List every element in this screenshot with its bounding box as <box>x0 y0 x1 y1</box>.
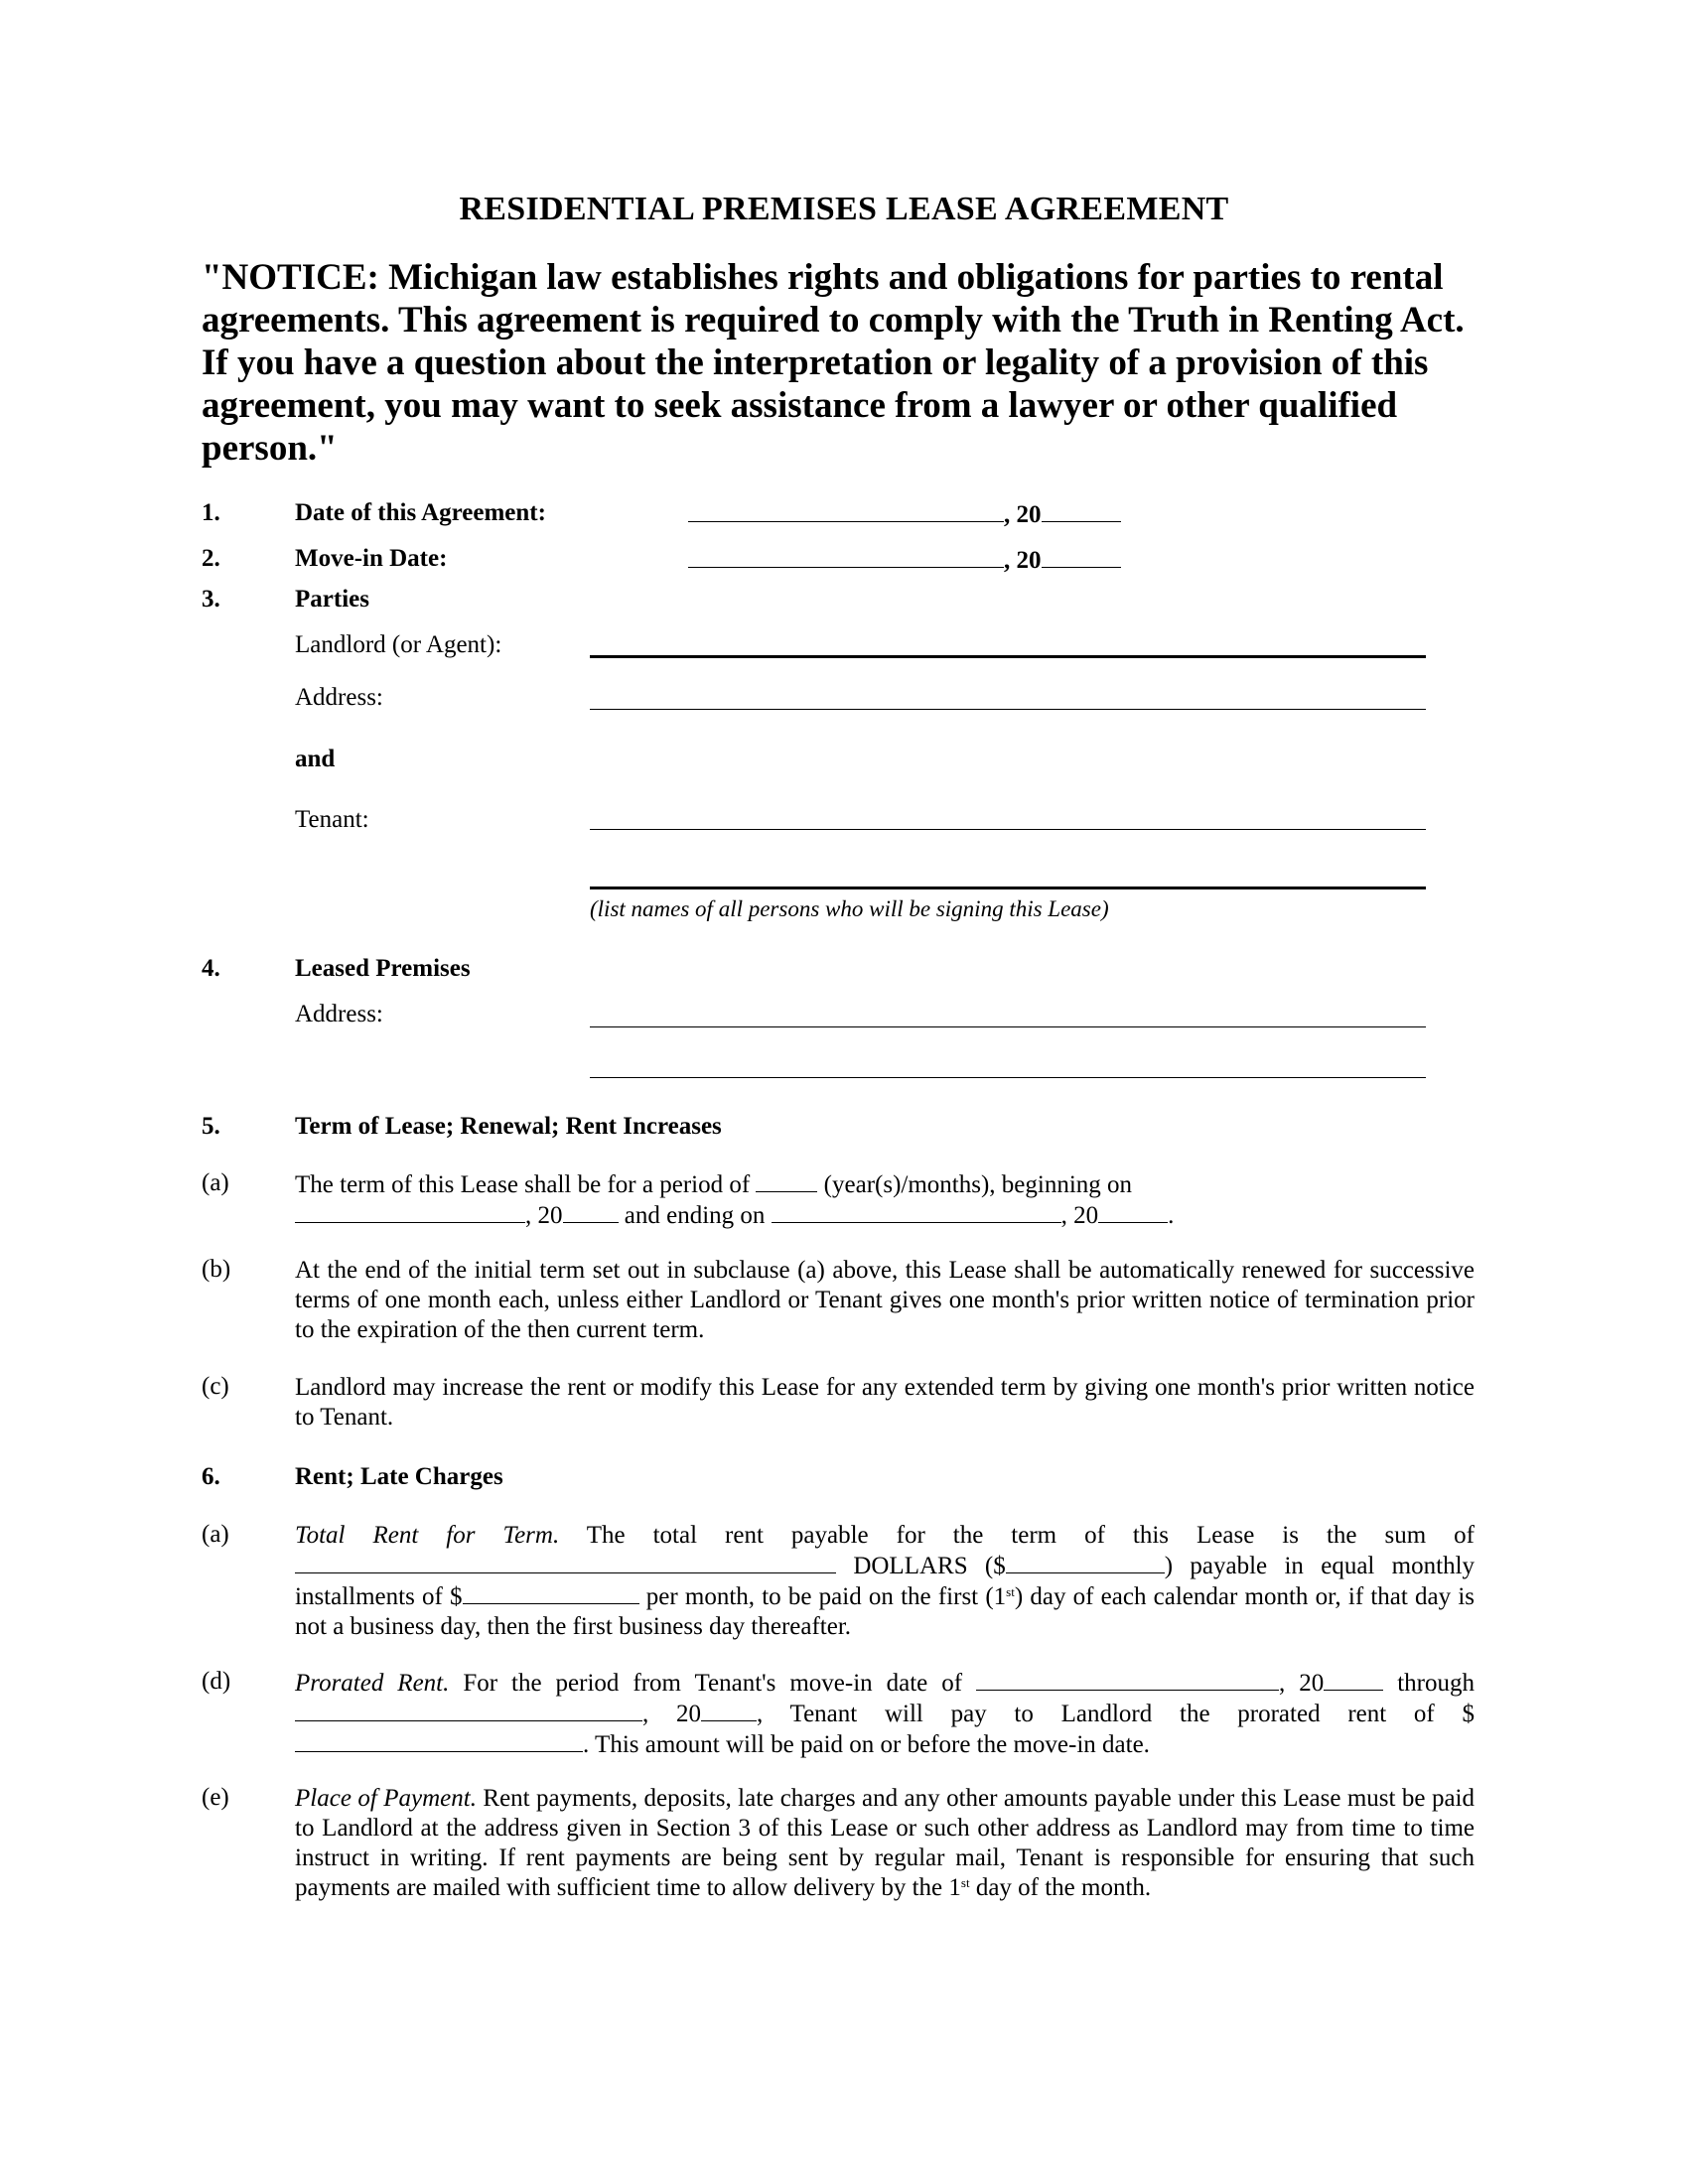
clause-text: ) payable in equal monthly installments of $ <box>295 1553 1476 1610</box>
tenant-names-hint: (list names of all persons who will be signing this Lease) <box>590 896 1109 921</box>
prorated-start-year-blank[interactable] <box>1324 1668 1383 1691</box>
term-start-year-blank[interactable] <box>563 1200 619 1223</box>
clause-text: For the period from Tenant's move-in date of <box>463 1670 963 1697</box>
landlord-name-field[interactable] <box>590 655 1426 658</box>
section-6-label: Rent; Late Charges <box>295 1463 503 1490</box>
clause-5c-tag: (c) <box>202 1373 229 1400</box>
section-3-number: 3. <box>202 586 220 613</box>
section-1-number: 1. <box>202 499 220 526</box>
agreement-year-blank[interactable] <box>1042 499 1121 522</box>
landlord-label: Landlord (or Agent): <box>295 631 502 658</box>
clause-text: DOLLARS ($ <box>853 1553 1006 1579</box>
section-6-number: 6. <box>202 1463 220 1490</box>
prorated-end-date-blank[interactable] <box>295 1699 642 1721</box>
section-3-label: Parties <box>295 586 369 613</box>
section-4-number: 4. <box>202 955 220 982</box>
clause-text: , 20 <box>525 1202 563 1229</box>
clause-text: , 20 <box>1060 1202 1099 1229</box>
clause-text: , 20 <box>1279 1670 1325 1697</box>
landlord-address-label: Address: <box>295 684 383 711</box>
superscript: st <box>960 1875 970 1890</box>
agreement-date-blank[interactable] <box>688 499 1004 522</box>
clause-text: and ending on <box>624 1202 766 1229</box>
premises-address-field-2[interactable] <box>590 1077 1426 1078</box>
clause-5b-text: At the end of the initial term set out in subclause (a) above, this Lease shall be automatically renewed for successive terms of one month each, unless either Landlord or Tenant gives one month's prior written notice of termination prior to the expiration of the then current term. <box>295 1257 1475 1343</box>
clause-text: The term of this Lease shall be for a period of <box>295 1171 751 1198</box>
clause-heading: Prorated Rent. <box>295 1670 450 1697</box>
clause-text: , Tenant will pay to Landlord the prorated rent of $ <box>757 1701 1475 1727</box>
clause-text: The total rent payable for the term of this Lease is the sum of <box>586 1522 1475 1549</box>
clause-text: . This amount will be paid on or before the move-in date. <box>583 1731 1150 1758</box>
section-4-label: Leased Premises <box>295 955 471 982</box>
clause-heading: Place of Payment. <box>295 1785 477 1812</box>
tenant-name-field-1[interactable] <box>590 829 1426 830</box>
clause-6a-text <box>295 1521 1475 1642</box>
move-in-year-blank[interactable] <box>1042 545 1121 568</box>
year-prefix: , 20 <box>1004 547 1042 574</box>
clause-6e-tag: (e) <box>202 1784 229 1811</box>
michigan-notice: "NOTICE: Michigan law establishes rights and obligations for parties to rental agreements. This agreement is required to comply with the Truth in Renting Act. If you have a question about the interpretation or legality of a provision of this agreement, you may want to seek assistance from a lawyer or other qualified person." <box>202 257 1465 469</box>
clause-text: . <box>1168 1202 1175 1229</box>
monthly-rent-blank[interactable] <box>463 1581 639 1604</box>
and-label: and <box>295 746 336 772</box>
tenant-label: Tenant: <box>295 806 369 833</box>
clause-text: per month, to be paid on the first (1 <box>645 1583 1007 1610</box>
section-2-label: Move-in Date: <box>295 545 448 572</box>
prorated-end-year-blank[interactable] <box>701 1699 757 1721</box>
move-in-date-field[interactable] <box>688 545 1121 575</box>
superscript: st <box>1006 1584 1015 1599</box>
section-5-number: 5. <box>202 1113 220 1140</box>
term-start-date-blank[interactable] <box>295 1200 525 1223</box>
clause-text: ) day of each calendar month or, if that day is not a business day, then the first business day thereafter. <box>295 1583 1476 1640</box>
clause-text: Rent payments, deposits, late charges and any other amounts payable under this Lease must be paid to Landlord at the address given in Section 3 of this Lease or such other address as Landlord may from time to time instruct in writing. If rent payments are being sent by regular mail, Tenant is responsible for ensuring that such payments are mailed with sufficient time to allow delivery by the 1 <box>295 1785 1475 1901</box>
year-prefix: , 20 <box>1004 501 1042 528</box>
total-rent-amount-blank[interactable] <box>1006 1551 1165 1573</box>
clause-6a-tag: (a) <box>202 1521 229 1548</box>
landlord-address-field[interactable] <box>590 709 1426 710</box>
agreement-date-field[interactable] <box>688 499 1121 529</box>
clause-6d-text <box>295 1668 1475 1760</box>
prorated-start-date-blank[interactable] <box>976 1668 1279 1691</box>
document-title: RESIDENTIAL PREMISES LEASE AGREEMENT <box>459 191 1229 227</box>
clause-text: through <box>1397 1670 1476 1697</box>
clause-text: day of the month. <box>975 1874 1152 1901</box>
tenant-name-field-2[interactable] <box>590 887 1426 889</box>
clause-text: , 20 <box>642 1701 701 1727</box>
clause-5c-text: Landlord may increase the rent or modify this Lease for any extended term by giving one month's prior written notice to Tenant. <box>295 1374 1475 1431</box>
section-5-label: Term of Lease; Renewal; Rent Increases <box>295 1113 722 1140</box>
term-end-date-blank[interactable] <box>772 1200 1061 1223</box>
clause-text: (year(s)/months), beginning on <box>823 1171 1133 1198</box>
clause-5b-tag: (b) <box>202 1256 231 1283</box>
section-2-number: 2. <box>202 545 220 572</box>
term-length-blank[interactable] <box>756 1169 817 1192</box>
clause-5a-tag: (a) <box>202 1169 229 1196</box>
prorated-amount-blank[interactable] <box>295 1729 583 1752</box>
premises-address-field-1[interactable] <box>590 1026 1426 1027</box>
clause-6d-tag: (d) <box>202 1668 231 1695</box>
clause-6e-text <box>295 1784 1475 1903</box>
section-1-label: Date of this Agreement: <box>295 499 546 526</box>
term-end-year-blank[interactable] <box>1098 1200 1168 1223</box>
premises-address-label: Address: <box>295 1001 383 1027</box>
total-rent-words-blank[interactable] <box>295 1551 836 1573</box>
clause-heading: Total Rent for Term. <box>295 1522 560 1549</box>
clause-5a-text <box>295 1169 1475 1231</box>
move-in-date-blank[interactable] <box>688 545 1004 568</box>
